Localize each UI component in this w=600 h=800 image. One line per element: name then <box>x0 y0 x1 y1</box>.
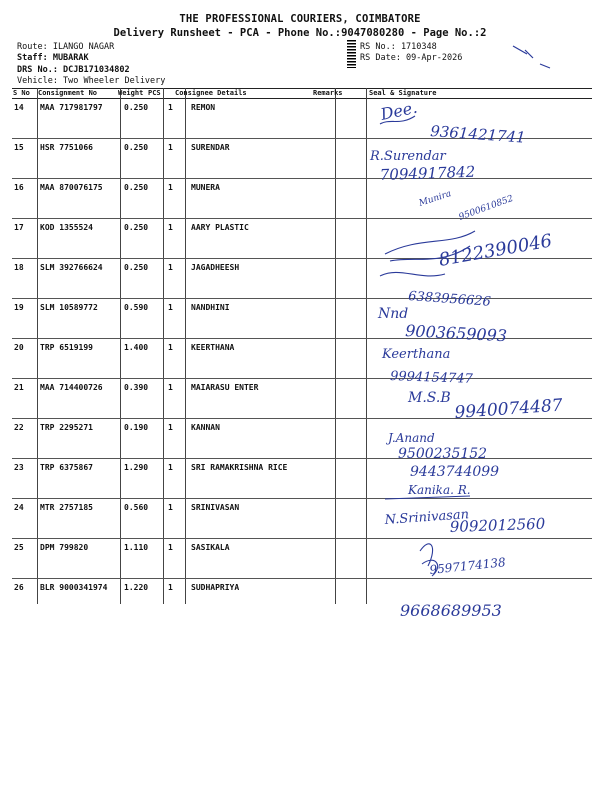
row-pcs: 1 <box>168 143 173 152</box>
row-weight: 1.290 <box>124 463 149 472</box>
row-weight: 0.390 <box>124 383 149 392</box>
row-sno: 22 <box>14 423 24 432</box>
row-consignment: TRP 6519199 <box>40 343 93 352</box>
row-sno: 14 <box>14 103 24 112</box>
signature-text: 9361421741 <box>429 122 527 147</box>
row-weight: 1.220 <box>124 583 149 592</box>
row-consignee: MUNERA <box>191 183 220 192</box>
handwritten-signatures <box>360 96 600 636</box>
row-pcs: 1 <box>168 223 173 232</box>
row-weight: 0.250 <box>124 263 149 272</box>
row-consignment: MAA 717981797 <box>40 103 103 112</box>
row-pcs: 1 <box>168 463 173 472</box>
signature-text: 9092012560 <box>449 514 546 536</box>
signature-text: 7094917842 <box>379 162 476 184</box>
signature-text: Nnd <box>378 306 409 322</box>
row-consignment: MAA 714400726 <box>40 383 103 392</box>
row-consignee: SUDHAPRIYA <box>191 583 240 592</box>
row-weight: 0.250 <box>124 223 149 232</box>
row-consignee: NANDHINI <box>191 303 230 312</box>
row-sno: 19 <box>14 303 24 312</box>
signature-text: 9443744099 <box>410 464 500 480</box>
runsheet-subtitle: Delivery Runsheet - PCA - Phone No.:9047080280 - Page No.:2 <box>113 27 487 39</box>
col-header-consignment: Consignment No <box>38 89 98 97</box>
signature-text: M.S.B <box>408 390 451 406</box>
signature-text: 9500235152 <box>398 446 488 462</box>
row-sno: 21 <box>14 383 24 392</box>
rs-number: RS No.: 1710348 <box>360 42 437 52</box>
row-sno: 18 <box>14 263 24 272</box>
row-weight: 0.190 <box>124 423 149 432</box>
row-consignment: DPM 799820 <box>40 543 89 552</box>
row-pcs: 1 <box>168 423 173 432</box>
row-pcs: 1 <box>168 343 173 352</box>
row-consignment: KOD 1355524 <box>40 223 93 232</box>
col-header-weight: Weight <box>118 89 144 97</box>
signature-text: 8122390046 <box>437 230 554 271</box>
row-pcs: 1 <box>168 543 173 552</box>
row-consignment: MAA 870076175 <box>40 183 103 192</box>
signature-text: 9994154747 <box>389 369 474 387</box>
row-weight: 0.250 <box>124 183 149 192</box>
row-consignment: SLM 392766624 <box>40 263 103 272</box>
signature-text: Keerthana <box>382 347 451 362</box>
col-header-consignee: Consignee Details <box>175 89 247 97</box>
table-top-rule <box>12 88 592 89</box>
row-weight: 0.590 <box>124 303 149 312</box>
signature-text: Kanika. R. <box>408 483 471 497</box>
row-sno: 25 <box>14 543 24 552</box>
row-consignee: JAGADHEESH <box>191 263 240 272</box>
row-consignee: SURENDAR <box>191 143 230 152</box>
col-divider <box>120 88 121 604</box>
signature-text: J.Anand <box>388 431 435 445</box>
row-sno: 15 <box>14 143 24 152</box>
row-sno: 26 <box>14 583 24 592</box>
col-header-seal-signature: Seal & Signature <box>369 89 437 97</box>
staff-label: Staff: MUBARAK <box>17 53 89 63</box>
col-divider <box>163 88 164 604</box>
row-sno: 16 <box>14 183 24 192</box>
row-sno: 23 <box>14 463 24 472</box>
row-pcs: 1 <box>168 383 173 392</box>
row-consignee: SRINIVASAN <box>191 503 240 512</box>
row-consignee: SRI RAMAKRISHNA RICE <box>191 463 288 472</box>
row-consignment: MTR 2757185 <box>40 503 93 512</box>
signature-text: 9597174138 <box>428 555 507 577</box>
row-sno: 20 <box>14 343 24 352</box>
col-divider <box>335 88 336 604</box>
signature-text: 9668689953 <box>400 601 502 620</box>
row-sno: 17 <box>14 223 24 232</box>
row-weight: 1.110 <box>124 543 149 552</box>
col-divider <box>37 88 38 604</box>
barcode <box>347 40 356 68</box>
row-weight: 0.560 <box>124 503 149 512</box>
drs-number: DRS No.: DCJB171034802 <box>17 65 130 75</box>
row-weight: 1.400 <box>124 343 149 352</box>
row-consignee: REMON <box>191 103 216 112</box>
signature-text: 9940074487 <box>453 395 564 423</box>
row-pcs: 1 <box>168 263 173 272</box>
signature-text: 9003659093 <box>404 321 508 346</box>
route-label: Route: ILANGO NAGAR <box>17 42 115 52</box>
row-consignee: SASIKALA <box>191 543 230 552</box>
row-pcs: 1 <box>168 583 173 592</box>
rs-date: RS Date: 09-Apr-2026 <box>360 53 463 63</box>
row-consignee: KANNAN <box>191 423 220 432</box>
row-consignment: TRP 6375867 <box>40 463 93 472</box>
row-consignment: BLR 9000341974 <box>40 583 108 592</box>
row-consignee: AARY PLASTIC <box>191 223 249 232</box>
col-header-remarks: Remarks <box>313 89 343 97</box>
row-consignment: TRP 2295271 <box>40 423 93 432</box>
vehicle-label: Vehicle: Two Wheeler Delivery <box>17 76 166 86</box>
row-pcs: 1 <box>168 183 173 192</box>
signature-text: R.Surendar <box>370 149 446 164</box>
row-consignment: SLM 10589772 <box>40 303 98 312</box>
col-header-sno: S No <box>13 89 30 97</box>
signature-text: Munira <box>417 189 453 209</box>
row-consignee: MAIARASU ENTER <box>191 383 259 392</box>
row-consignment: HSR 7751066 <box>40 143 93 152</box>
signature-text: N.Srinivasan <box>384 507 470 528</box>
row-sno: 24 <box>14 503 24 512</box>
row-weight: 0.250 <box>124 143 149 152</box>
row-pcs: 1 <box>168 503 173 512</box>
pen-scribble <box>505 38 560 76</box>
row-weight: 0.250 <box>124 103 149 112</box>
signature-text: Dee. <box>378 97 419 124</box>
signature-text: 6383956626 <box>407 289 492 310</box>
company-title: THE PROFESSIONAL COURIERS, COIMBATORE <box>179 13 421 25</box>
row-pcs: 1 <box>168 103 173 112</box>
row-consignee: KEERTHANA <box>191 343 235 352</box>
row-pcs: 1 <box>168 303 173 312</box>
col-divider <box>185 88 186 604</box>
col-header-pcs: PCS <box>148 89 161 97</box>
signature-text: 9500610852 <box>457 193 515 223</box>
